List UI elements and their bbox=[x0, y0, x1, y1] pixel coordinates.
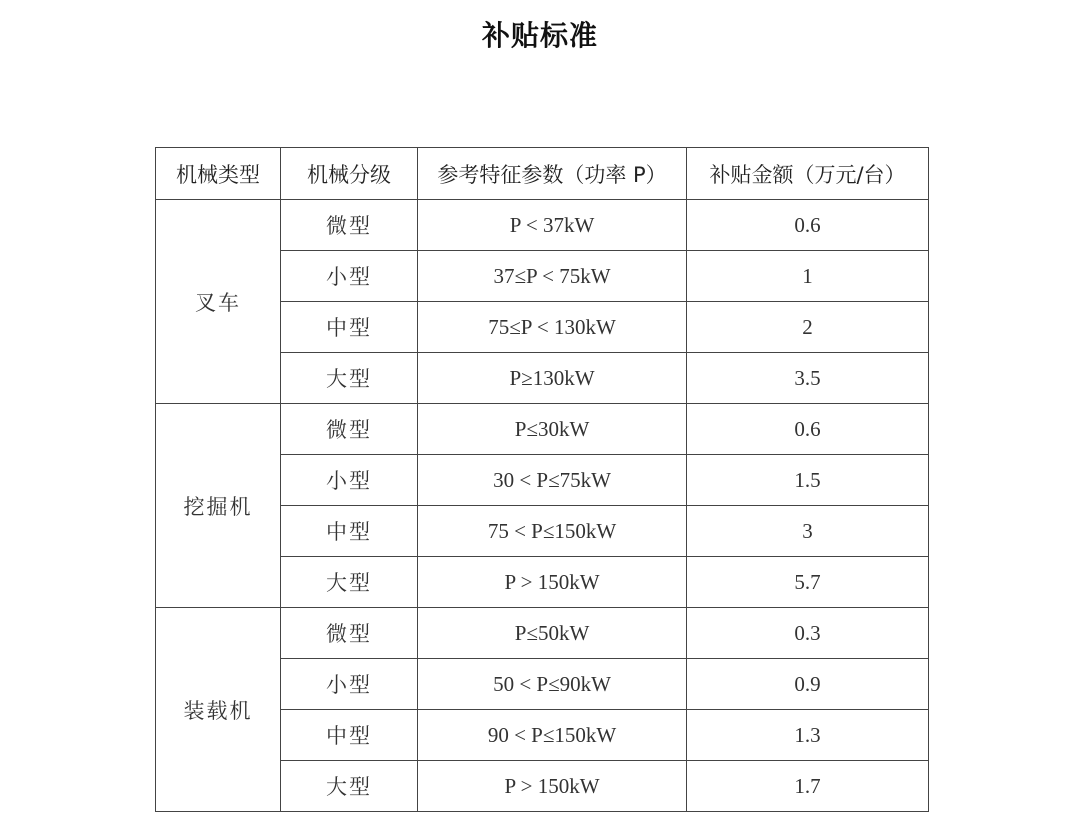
power-param-cell: 90 < P≤150kW bbox=[418, 710, 687, 761]
table-row bbox=[156, 200, 929, 251]
document-title: 补贴标准 bbox=[481, 19, 598, 52]
subsidy-amount-cell: 3.5 bbox=[687, 353, 929, 404]
machine-type-cell: 叉车 bbox=[156, 200, 281, 404]
subsidy-amount-cell: 1.3 bbox=[687, 710, 929, 761]
grade-cell: 微型 bbox=[281, 200, 418, 251]
subsidy-amount-cell: 0.9 bbox=[687, 659, 929, 710]
power-param-cell: P > 150kW bbox=[418, 557, 687, 608]
subsidy-amount-cell: 2 bbox=[687, 302, 929, 353]
grade-cell: 大型 bbox=[281, 761, 418, 812]
subsidy-amount-cell: 3 bbox=[687, 506, 929, 557]
header-subsidy-amount: 补贴金额（万元/台） bbox=[687, 148, 929, 200]
power-param-cell: 50 < P≤90kW bbox=[418, 659, 687, 710]
grade-cell: 小型 bbox=[281, 455, 418, 506]
subsidy-amount-cell: 1.7 bbox=[687, 761, 929, 812]
power-param-cell: 75 < P≤150kW bbox=[418, 506, 687, 557]
machine-type-cell: 挖掘机 bbox=[156, 404, 281, 608]
subsidy-amount-cell: 5.7 bbox=[687, 557, 929, 608]
grade-cell: 中型 bbox=[281, 710, 418, 761]
grade-cell: 大型 bbox=[281, 353, 418, 404]
grade-cell: 中型 bbox=[281, 506, 418, 557]
header-machine-type: 机械类型 bbox=[156, 148, 281, 200]
grade-cell: 微型 bbox=[281, 608, 418, 659]
table-row bbox=[156, 608, 929, 659]
subsidy-amount-cell: 1.5 bbox=[687, 455, 929, 506]
grade-cell: 小型 bbox=[281, 251, 418, 302]
subsidy-amount-cell: 0.6 bbox=[687, 404, 929, 455]
header-power-parameter: 参考特征参数（功率 P） bbox=[418, 148, 687, 200]
header-machine-grade: 机械分级 bbox=[281, 148, 418, 200]
subsidy-standard-table bbox=[155, 147, 929, 812]
subsidy-amount-cell: 0.3 bbox=[687, 608, 929, 659]
table-row bbox=[156, 404, 929, 455]
subsidy-amount-cell: 1 bbox=[687, 251, 929, 302]
power-param-cell: P≥130kW bbox=[418, 353, 687, 404]
power-param-cell: P≤50kW bbox=[418, 608, 687, 659]
power-param-cell: P > 150kW bbox=[418, 761, 687, 812]
machine-type-cell: 装载机 bbox=[156, 608, 281, 812]
power-param-cell: P < 37kW bbox=[418, 200, 687, 251]
subsidy-amount-cell: 0.6 bbox=[687, 200, 929, 251]
power-param-cell: 75≤P < 130kW bbox=[418, 302, 687, 353]
power-param-cell: 37≤P < 75kW bbox=[418, 251, 687, 302]
grade-cell: 微型 bbox=[281, 404, 418, 455]
grade-cell: 大型 bbox=[281, 557, 418, 608]
power-param-cell: 30 < P≤75kW bbox=[418, 455, 687, 506]
grade-cell: 小型 bbox=[281, 659, 418, 710]
power-param-cell: P≤30kW bbox=[418, 404, 687, 455]
table-header-row bbox=[156, 148, 929, 200]
grade-cell: 中型 bbox=[281, 302, 418, 353]
